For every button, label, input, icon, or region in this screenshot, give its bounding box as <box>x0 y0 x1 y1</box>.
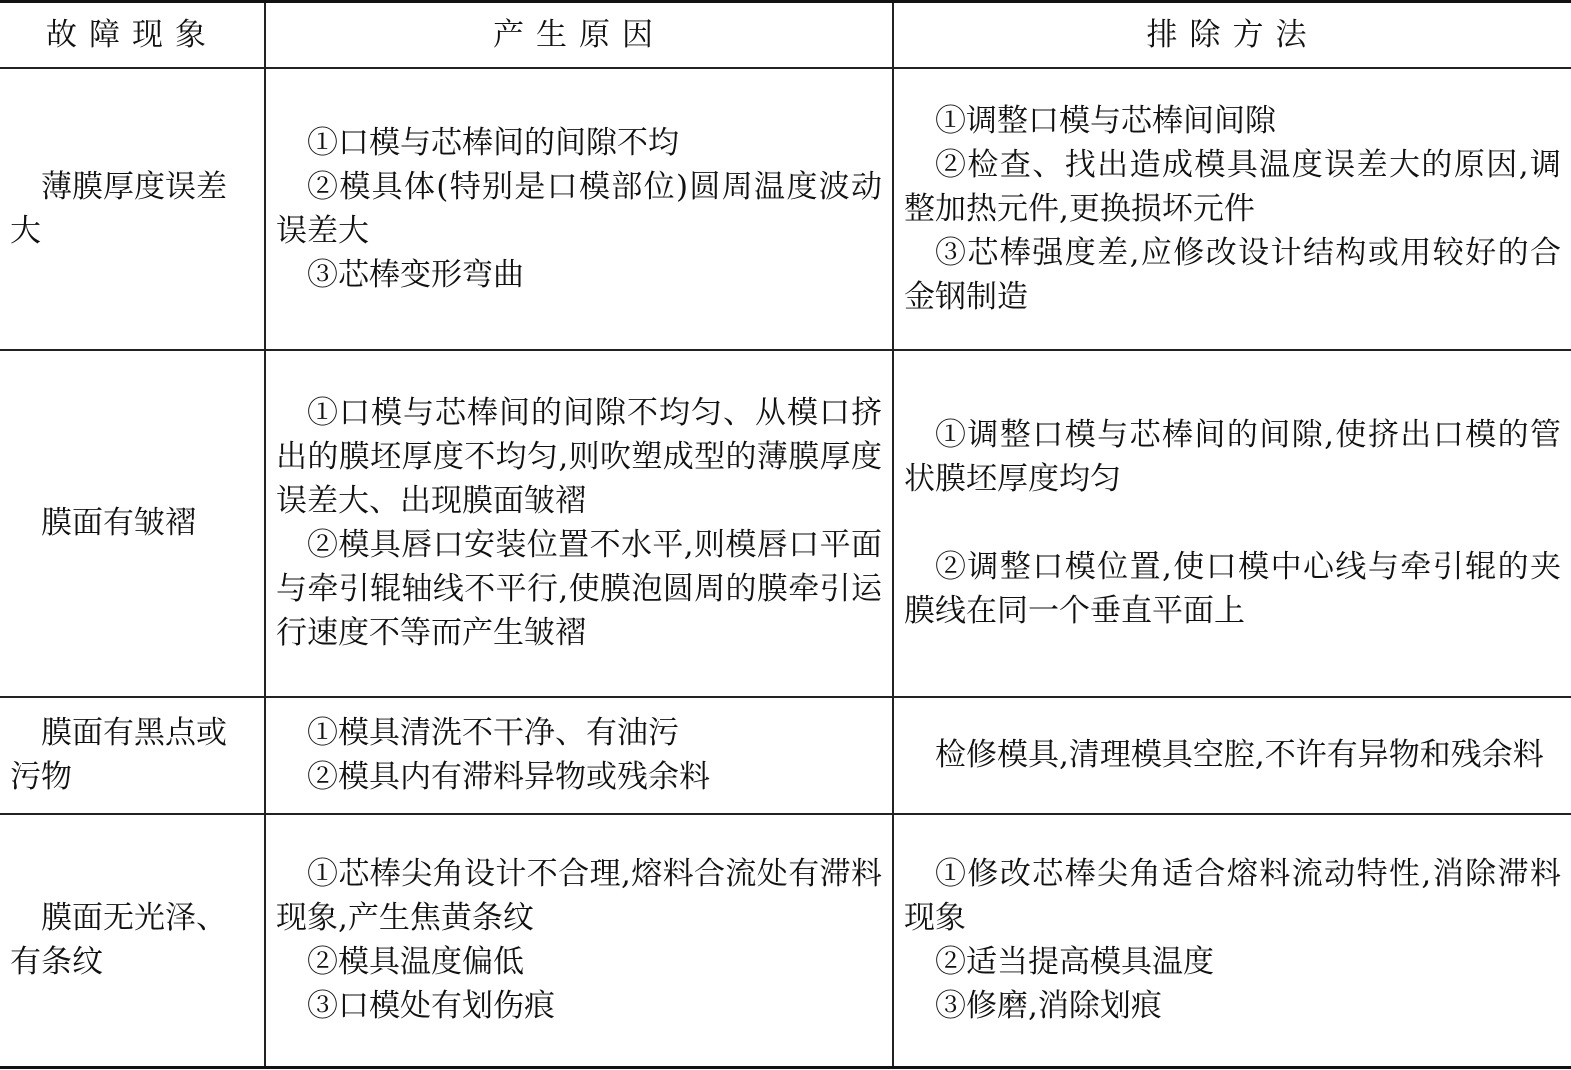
remedy-item: ②检查、找出造成模具温度误差大的原因,调整加热元件,更换损坏元件 <box>904 146 1561 227</box>
symptom-cell <box>0 68 265 350</box>
table-row <box>0 350 1571 697</box>
cause-item: ②模具内有滞料异物或残余料 <box>307 759 710 795</box>
table-row <box>0 68 1571 350</box>
symptom-text: 膜面有黑点或污物 <box>10 715 227 795</box>
cause-item: ①口模与芯棒间的间隙不均匀、从模口挤出的膜坯厚度不均匀,则吹塑成型的薄膜厚度误差大、出现膜面皱褶 <box>276 395 882 519</box>
symptom-cell <box>0 814 265 1068</box>
header-remedy: 排除方法 <box>893 2 1571 68</box>
header-row <box>0 2 1571 68</box>
remedy-cell <box>893 68 1571 350</box>
remedy-item: ③修磨,消除划痕 <box>935 988 1162 1025</box>
remedy-item: ①调整口模与芯棒间的间隙,使挤出口模的管状膜坯厚度均匀 <box>904 417 1561 497</box>
remedy-cell <box>893 814 1571 1068</box>
cause-item: ③芯棒变形弯曲 <box>307 256 524 293</box>
symptom-text: 薄膜厚度误差大 <box>10 168 227 249</box>
cause-cell <box>265 697 893 814</box>
symptom-cell <box>0 697 265 814</box>
header-symptom: 故障现象 <box>0 2 265 68</box>
cause-item: ②模具体(特别是口模部位)圆周温度波动误差大 <box>276 168 882 249</box>
cause-item: ③口模处有划伤痕 <box>307 988 555 1025</box>
remedy-item: ①调整口模与芯棒间间隙 <box>935 102 1276 139</box>
remedy-item: ②调整口模位置,使口模中心线与牵引辊的夹膜线在同一个垂直平面上 <box>904 549 1561 629</box>
symptom-text: 膜面有皱褶 <box>41 505 196 541</box>
remedy-cell <box>893 697 1571 814</box>
cause-cell <box>265 350 893 697</box>
table-row <box>0 814 1571 1068</box>
cause-item: ②模具唇口安装位置不水平,则模唇口平面与牵引辊轴线不平行,使膜泡圆周的膜牵引运行速度不等而产生皱褶 <box>276 527 882 651</box>
remedy-cell <box>893 350 1571 697</box>
cause-item: ①芯棒尖角设计不合理,熔料合流处有滞料现象,产生焦黄条纹 <box>276 856 882 937</box>
cause-item: ①模具清洗不干净、有油污 <box>307 715 679 751</box>
symptom-text: 膜面无光泽、有条纹 <box>10 900 227 981</box>
table-row <box>0 697 1571 814</box>
remedy-item: ①修改芯棒尖角适合熔料流动特性,消除滞料现象 <box>904 856 1561 937</box>
cause-cell <box>265 68 893 350</box>
symptom-cell <box>0 350 265 697</box>
remedy-item: ②适当提高模具温度 <box>935 944 1214 981</box>
cause-cell <box>265 814 893 1068</box>
cause-item: ②模具温度偏低 <box>307 944 524 981</box>
header-cause: 产生原因 <box>265 2 893 68</box>
remedy-item: 检修模具,清理模具空腔,不许有异物和残余料 <box>935 737 1544 773</box>
remedy-item: ③芯棒强度差,应修改设计结构或用较好的合金钢制造 <box>904 234 1561 315</box>
cause-item: ①口模与芯棒间的间隙不均 <box>307 124 679 161</box>
